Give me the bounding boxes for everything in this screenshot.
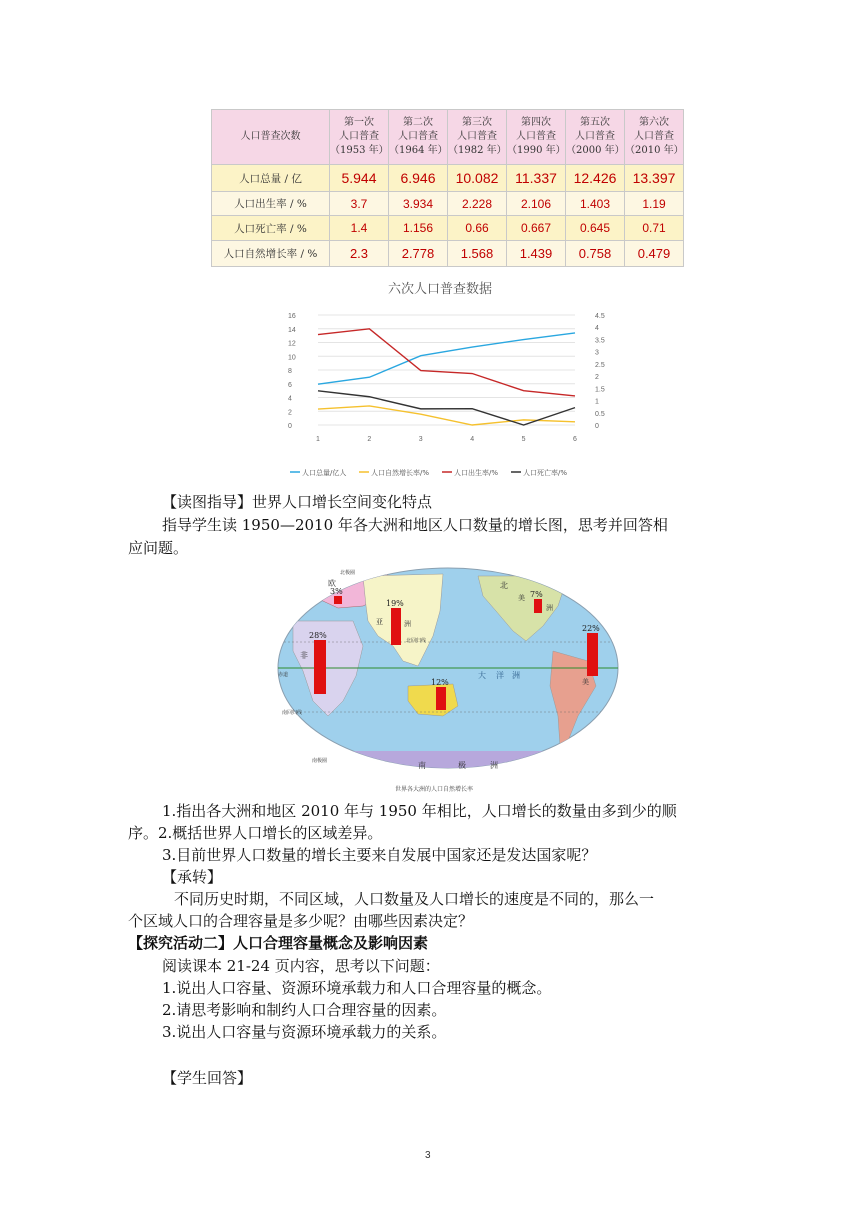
legend-entry: 人口总量/亿人 [302,469,347,477]
pct-asia: 19% [386,599,404,608]
y-left-tick-label: 14 [288,326,296,334]
table-cell: 10.082 [448,165,507,192]
series-line [318,333,575,384]
table-cell: 12.426 [566,165,625,192]
y-right-tick-label: 3 [595,349,599,357]
label-antarctic: 南极圈 [312,758,328,764]
label-eu: 欧 [328,579,336,588]
pct-namerica: 7% [530,590,543,599]
label-equator: 赤道 [278,672,289,678]
y-right-tick-label: 3.5 [595,337,605,345]
label-as1: 亚 [376,618,383,626]
table-row [212,165,684,192]
table-cell: 0.479 [625,241,684,267]
transition-line1: 不同历史时期，不同区域，人口数量及人口增长的速度是不同的，那么一 [174,890,655,908]
chart-title: 六次人口普查数据 [388,281,493,296]
label-na3: 洲 [546,604,553,612]
label-af: 非 [300,651,308,660]
table-header-cell: 第三次 人口普查 （1982 年） [448,110,507,165]
line-chart [270,305,630,485]
map-antarctica [288,751,608,776]
census-table [211,109,684,267]
table-cell: 0.645 [566,216,625,241]
y-left-tick-label: 12 [288,340,296,348]
table-cell: 0.66 [448,216,507,241]
y-left-tick-label: 0 [288,423,292,430]
table-cell: 3.7 [330,192,389,216]
label-na1: 北 [500,581,508,590]
label-ocean2: 洋 [496,671,504,680]
transition-line2: 个区域人口的合理容量是多少呢？由哪些因素决定？ [128,912,474,930]
y-left-tick-label: 4 [288,395,292,403]
y-left-tick-label: 10 [288,354,296,362]
question-3: 3.目前世界人口数量的增长主要来自发展中国家还是发达国家呢？ [162,846,597,864]
world-map [268,566,628,776]
y-right-tick-label: 4.5 [595,313,605,320]
x-tick-label: 5 [521,436,526,443]
table-cell: 2.778 [389,241,448,267]
bar-asia [391,608,401,645]
y-right-tick-label: 2 [595,374,599,382]
pct-samerica: 22% [582,624,600,633]
y-left-tick-label: 8 [288,368,292,375]
label-ocean3: 洲 [512,671,520,680]
prompt-2: 2.请思考影响和制约人口合理容量的因素。 [162,1001,447,1019]
label-as2: 洲 [404,620,411,628]
bar-samerica [587,633,598,676]
x-tick-label: 2 [367,436,372,443]
table-header-label: 人口普查次数 [212,110,330,165]
prompt-1: 1.说出人口容量、资源环境承载力和人口合理容量的概念。 [162,979,552,997]
table-cell: 3.934 [389,192,448,216]
guide-body-line1: 指导学生读 1950—2010 年各大洲和地区人口数量的增长图，思考并回答相 [162,516,668,534]
activity2-heading: 【探究活动二】人口合理容量概念及影响因素 [128,934,429,952]
table-row [212,241,684,267]
label-arctic: 北极圈 [340,570,356,576]
table-row [212,216,684,241]
label-na2: 美 [518,594,525,602]
table-cell: 0.71 [625,216,684,241]
y-right-tick-label: 0.5 [595,410,605,418]
table-cell: 1.19 [625,192,684,216]
page-number: 3 [425,1150,431,1161]
x-tick-label: 3 [418,436,423,443]
row-label: 人口出生率 / % [212,192,330,216]
row-label: 人口自然增长率 / % [212,241,330,267]
row-label: 人口死亡率 / % [212,216,330,241]
x-tick-label: 6 [573,436,577,443]
question-1-line1: 1.指出各大洲和地区 2010 年与 1950 年相比，人口增长的数量由多到少的顺 [162,802,677,820]
table-cell: 0.758 [566,241,625,267]
table-cell: 1.568 [448,241,507,267]
table-cell: 13.397 [625,165,684,192]
label-an2: 极 [458,761,466,770]
table-cell: 2.106 [507,192,566,216]
table-cell: 2.3 [330,241,389,267]
legend-entry: 人口死亡率/% [523,469,568,477]
question-1-line2: 序。2.概括世界人口增长的区域差异。 [128,824,383,842]
table-cell: 5.944 [330,165,389,192]
series-line [318,329,575,396]
row-label: 人口总量 / 亿 [212,165,330,192]
table-header-cell: 第六次 人口普查 （2010 年） [625,110,684,165]
answer-heading: 【学生回答】 [162,1069,253,1087]
table-cell: 1.156 [389,216,448,241]
bar-europe [334,596,342,604]
y-right-tick-label: 0 [595,423,599,430]
bar-africa [314,640,326,694]
read-instruction: 阅读课本 21-24 页内容，思考以下问题： [162,957,440,975]
y-left-tick-label: 16 [288,313,296,320]
table-header-cell: 第四次 人口普查 （1990 年） [507,110,566,165]
table-header-cell: 第一次 人口普查 （1953 年） [330,110,389,165]
map-caption: 世界各大洲的人口自然增长率 [395,786,474,793]
y-left-tick-label: 2 [288,409,292,417]
table-row [212,192,684,216]
bar-namerica [534,599,542,613]
table-header-cell: 第二次 人口普查 （1964 年） [389,110,448,165]
guide-body-line2: 应问题。 [128,539,189,557]
legend-entry: 人口自然增长率/% [371,469,430,477]
table-cell: 0.667 [507,216,566,241]
y-right-tick-label: 1 [595,398,599,406]
legend-entry: 人口出生率/% [454,469,499,477]
guide-heading: 【读图指导】世界人口增长空间变化特点 [162,493,433,511]
pct-europe: 3% [330,587,343,596]
table-cell: 6.946 [389,165,448,192]
label-tropic: 北回归线 [406,638,427,644]
label-an3: 洲 [490,761,498,770]
prompt-3: 3.说出人口容量与资源环境承载力的关系。 [162,1023,447,1041]
bar-oceania [436,687,446,710]
y-right-tick-label: 2.5 [595,361,605,369]
x-tick-label: 4 [470,436,475,443]
y-right-tick-label: 4 [595,325,599,333]
table-header-cell: 第五次 人口普查 （2000 年） [566,110,625,165]
table-cell: 1.439 [507,241,566,267]
label-stropic: 南回归线 [282,710,303,716]
transition-heading: 【承转】 [162,868,223,886]
label-an1: 南 [418,761,426,770]
label-ocean1: 大 [478,671,486,680]
table-cell: 1.403 [566,192,625,216]
table-cell: 11.337 [507,165,566,192]
pct-oceania: 12% [431,678,449,687]
label-sa: 美 [582,678,589,686]
pct-africa: 28% [309,631,327,640]
table-cell: 1.4 [330,216,389,241]
table-header-row [212,110,684,165]
y-right-tick-label: 1.5 [595,386,605,394]
y-left-tick-label: 6 [288,381,292,389]
x-tick-label: 1 [316,436,320,443]
table-cell: 2.228 [448,192,507,216]
